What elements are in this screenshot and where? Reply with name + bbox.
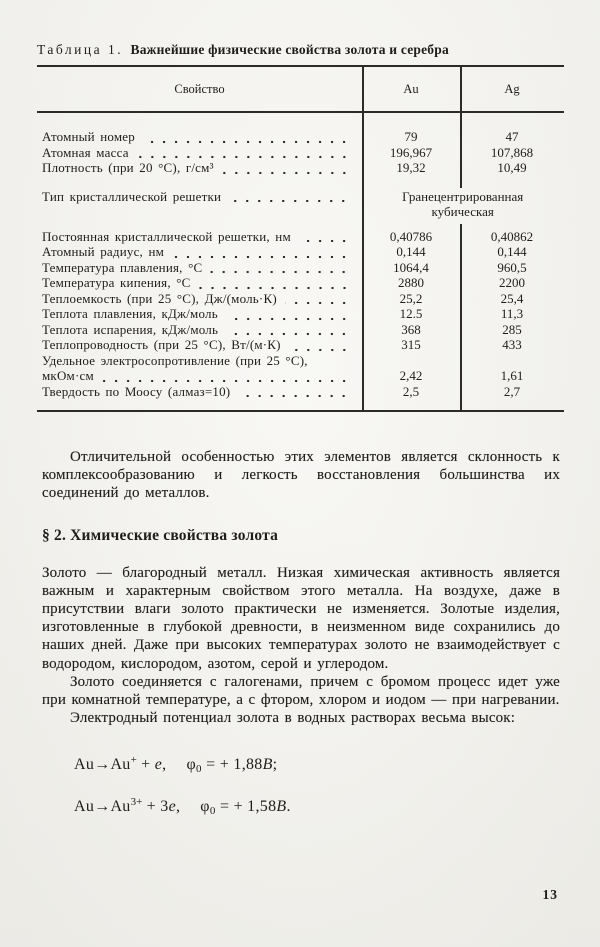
- eq2-phi-subscript: 0: [209, 805, 216, 818]
- eq1-plus-term: +: [136, 756, 155, 774]
- row-value-au: 0,144: [396, 244, 426, 259]
- eq1-phi-symbol: φ: [186, 756, 197, 774]
- paragraph-distinctive-feature: Отличительной особенностью этих элементов является склонность к комплексообразованию и легкость восстановления большинства их соединений до металлов.: [42, 449, 560, 502]
- eq1-terminator: ;: [272, 756, 278, 774]
- eq2-electron: e: [168, 798, 176, 816]
- row-label: Твердость по Моосу (алмаз=10): [42, 383, 231, 399]
- lattice-value-line1: Гранецентрированная: [402, 188, 524, 204]
- table-divider-property: [362, 67, 364, 410]
- page-number: 13: [542, 887, 558, 902]
- paragraph-gold-noble-metal: Золото — благородный металл. Низкая химическая активность является важным и характерным свойством этого металла. На воздухе, даже в присутствии влаги золото практически не изменяется. Золотые изделия, изготовленные в глубокой древности, в неизменном виде сохранились до наших дней. Даже при высоких температурах золото не взаимодействует с водородом, кислородом, азотом, серой и углеродом.: [42, 564, 560, 672]
- eq2-phi-symbol: φ: [200, 798, 210, 816]
- row-value-au: 2,42: [399, 368, 423, 383]
- table-row: [37, 129, 564, 145]
- row-label: Атомный радиус, нм: [42, 244, 165, 259]
- eq1-lhs: Au→Au: [74, 756, 131, 774]
- dot-leader: [199, 278, 353, 291]
- dot-leader: [285, 293, 352, 306]
- eq1-volt-unit: В: [262, 756, 273, 774]
- dot-leader: [143, 132, 352, 145]
- row-value-au: 0,40786: [389, 228, 433, 244]
- table-caption-label: Таблица 1.: [37, 42, 124, 57]
- row-value-ag: 1,61: [500, 368, 524, 383]
- table-row: [37, 160, 564, 176]
- row-value-ag: 25,4: [500, 290, 524, 306]
- row-label: Атомный номер: [42, 129, 135, 144]
- dot-leader: [137, 147, 352, 160]
- table-row: [37, 145, 564, 161]
- dot-leader: [172, 247, 352, 260]
- row-label: Температура плавления, °С: [42, 259, 203, 275]
- equation-au-three-plus: [74, 796, 560, 817]
- row-value-ag: 107,868: [490, 144, 534, 160]
- eq2-superscript: 3+: [130, 796, 143, 809]
- table-row: [37, 384, 564, 400]
- row-value-ag: 10,49: [497, 160, 527, 175]
- row-value-au: 315: [401, 337, 421, 352]
- row-value-ag: 0,144: [497, 244, 527, 259]
- table-row: [37, 275, 564, 291]
- row-value-au: 12.5: [399, 306, 423, 321]
- table-row: [37, 244, 564, 260]
- lattice-value-line2: кубическая: [431, 204, 494, 219]
- properties-table: [37, 65, 564, 412]
- paragraph-electrode-potential: Электродный потенциал золота в водных растворах весьма высок:: [70, 710, 516, 727]
- row-value-ag: 2200: [499, 275, 525, 290]
- dot-leader: [226, 324, 352, 337]
- row-label: Атомная масса: [42, 144, 129, 160]
- row-value-ag: 285: [502, 321, 522, 337]
- table-row: [37, 322, 564, 338]
- row-label-line1: Удельное электросопротивление (при 25 °С),: [42, 352, 308, 368]
- row-label: Температура кипения, °С: [42, 275, 191, 290]
- row-value-ag: 0,40862: [490, 228, 534, 244]
- row-value-span: [361, 189, 564, 220]
- paragraph-halogens: Золото соединяется с галогенами, причем с бромом процесс идет уже при комнатной температуре, а с фтором, хлором и иодом — при нагревании.: [42, 673, 560, 709]
- eq2-comma: ,: [175, 798, 181, 816]
- eq2-plus-term: + 3: [142, 798, 169, 816]
- table-row: [37, 337, 564, 353]
- table-row: [37, 291, 564, 307]
- table-divider-au-ag-top: [460, 67, 462, 188]
- eq1-electron: e: [154, 756, 163, 774]
- eq1-potential-value: = + 1,88: [201, 756, 263, 774]
- table-row-lattice-type: [37, 189, 564, 220]
- table-caption-title: Важнейшие физические свойства золота и серебра: [130, 42, 449, 57]
- row-label: Теплопроводность (при 25 °С), Вт/(м·К): [42, 337, 281, 352]
- row-value-au: 2880: [398, 275, 424, 290]
- eq1-comma: ,: [162, 756, 167, 774]
- section-heading-chemical-properties: § 2. Химические свойства золота: [42, 526, 279, 544]
- dot-leader: [238, 386, 352, 399]
- row-label: Теплота плавления, кДж/моль: [42, 306, 218, 321]
- dot-leader: [229, 191, 351, 204]
- dot-leader: [226, 309, 352, 322]
- eq2-potential-value: = + 1,58: [215, 798, 277, 816]
- dot-leader: [289, 340, 352, 353]
- row-label: Теплоемкость (при 25 °С), Дж/(моль·К): [42, 290, 277, 306]
- row-value-ag: 433: [502, 337, 522, 352]
- dot-leader: [299, 231, 352, 244]
- eq2-terminator: .: [286, 798, 291, 816]
- eq1-phi-subscript: 0: [196, 763, 202, 776]
- column-header-ag: Ag: [504, 81, 520, 96]
- row-value-au: 368: [401, 321, 421, 337]
- table-row-resistivity: [37, 353, 564, 384]
- row-value-au: 19,32: [396, 160, 426, 175]
- equation-au-plus: [74, 754, 560, 775]
- row-value-au: 79: [404, 129, 418, 144]
- row-value-ag: 2,7: [503, 383, 521, 399]
- table-row: [37, 229, 564, 245]
- table-row: [37, 306, 564, 322]
- row-value-ag: 11,3: [500, 306, 524, 321]
- row-value-au: 196,967: [389, 144, 433, 160]
- row-value-au: 2,5: [402, 383, 420, 399]
- table-caption: [37, 42, 563, 58]
- eq2-lhs: Au→Au: [74, 798, 131, 816]
- table-body: [37, 113, 564, 410]
- table-header-row: [37, 67, 564, 113]
- row-label: Теплота испарения, кДж/моль: [42, 321, 219, 337]
- row-value-ag: 47: [505, 129, 519, 144]
- eq2-volt-unit: В: [276, 798, 287, 816]
- row-label: Плотность (при 20 °С), г/см³: [42, 160, 214, 175]
- row-value-au: 1064,4: [393, 259, 429, 275]
- row-label: Постоянная кристаллической решетки, нм: [42, 228, 291, 244]
- table-row: [37, 260, 564, 276]
- table-divider-au-ag-bottom: [460, 224, 462, 410]
- column-header-property: Свойство: [174, 81, 225, 96]
- dot-leader: [102, 371, 352, 384]
- dot-leader: [222, 163, 352, 176]
- eq1-superscript: +: [130, 754, 137, 767]
- row-value-ag: 960,5: [497, 259, 527, 275]
- dot-leader: [210, 262, 352, 275]
- row-label-line2: мкОм·см: [42, 368, 94, 383]
- column-header-au: Au: [403, 81, 419, 96]
- row-value-au: 25,2: [399, 290, 423, 306]
- row-label: Тип кристаллической решетки: [42, 188, 222, 204]
